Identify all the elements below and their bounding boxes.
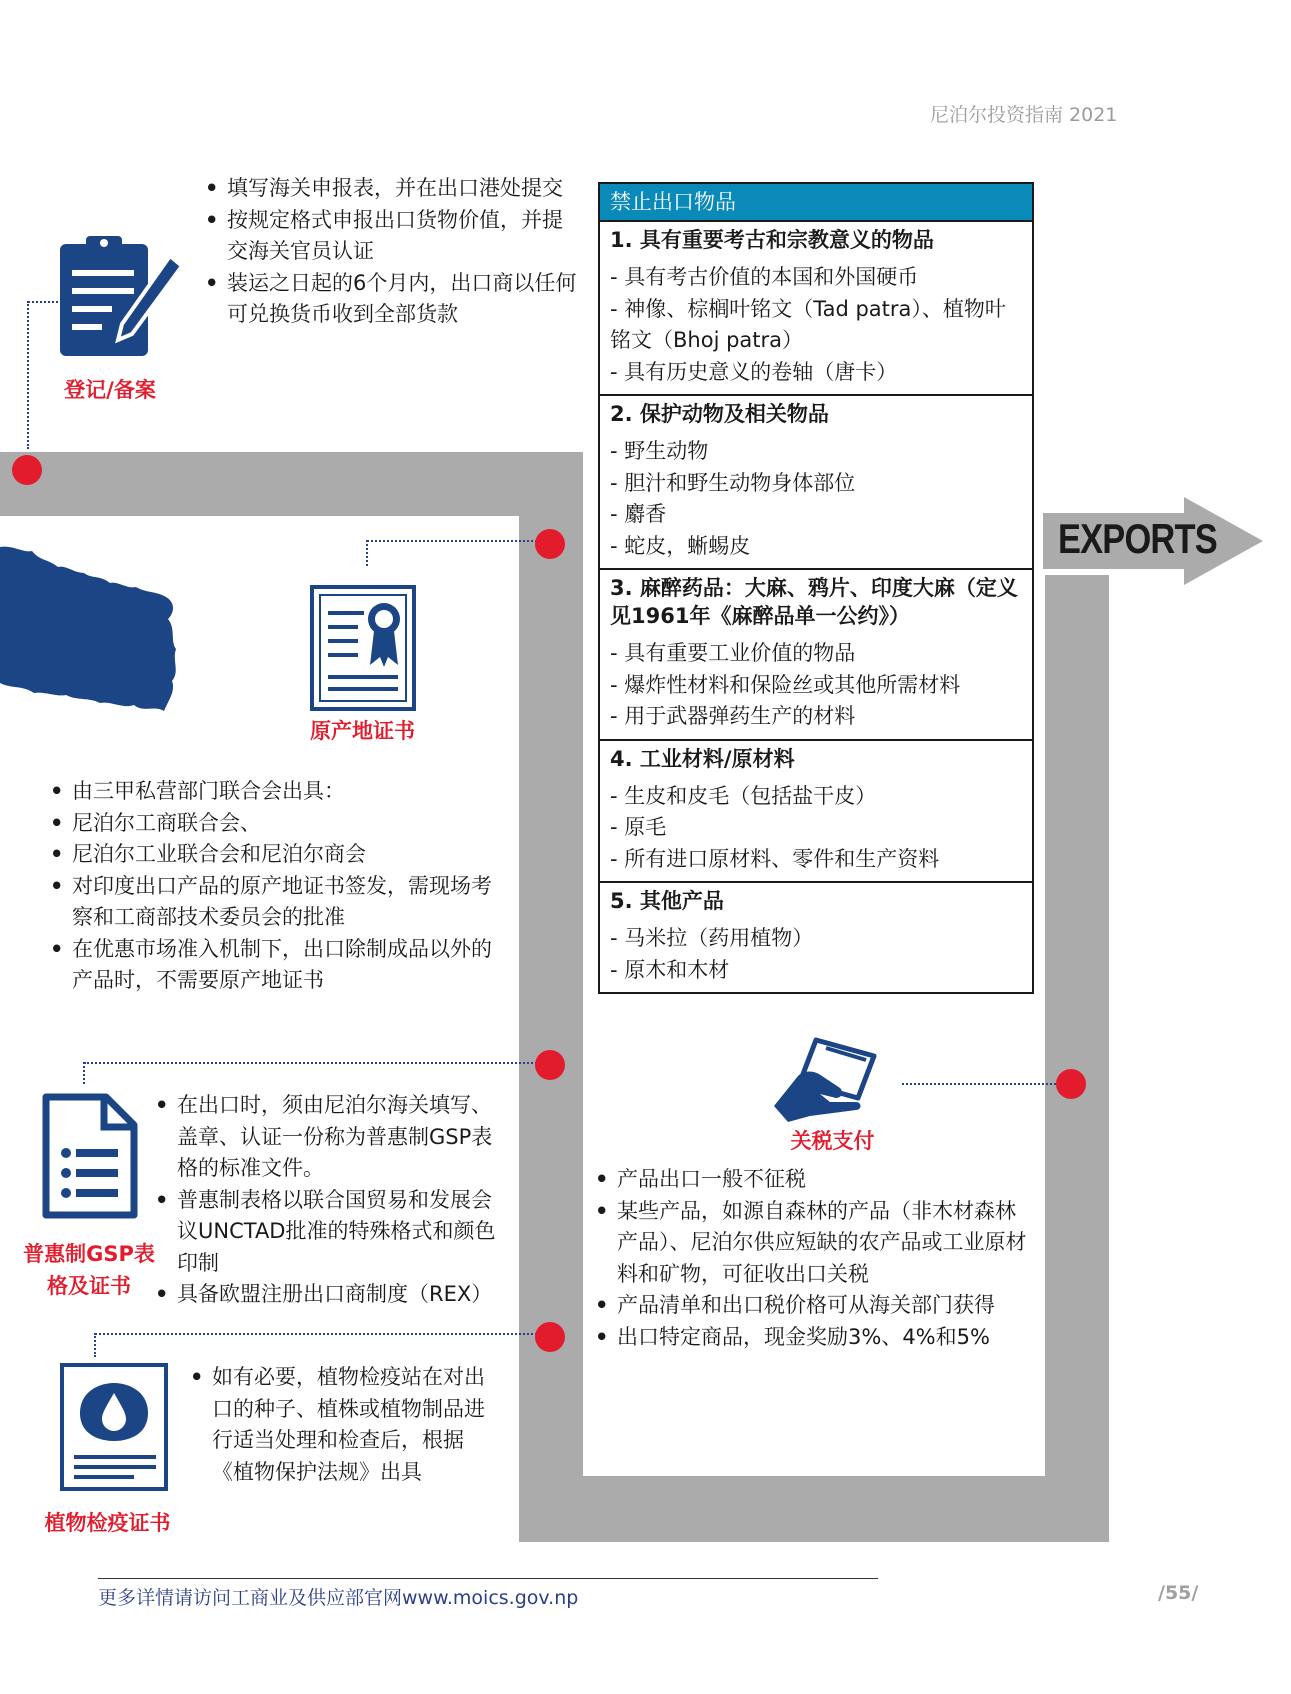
connector-origin-h: [367, 540, 537, 542]
page-number: /55/: [1158, 1582, 1199, 1604]
step-dot-registration: [12, 455, 42, 485]
section-item: - 马米拉（药用植物）: [610, 926, 814, 950]
customs-bullets: [595, 1164, 1035, 1353]
registration-bullets: [205, 173, 580, 331]
certificate-ribbon-icon: [310, 585, 416, 711]
section-item: - 生皮和皮毛（包括盐干皮）: [610, 783, 877, 808]
section-title: 4. 工业材料/原材料: [610, 746, 795, 771]
prohibited-section: [600, 222, 1032, 396]
section-item: - 神像、棕榈叶铭文（Tad patra）、植物叶铭文（Bhoj patra）: [610, 296, 1006, 352]
nepal-map: [0, 545, 180, 715]
footer-link-text[interactable]: 更多详情请访问工商业及供应部官网www.moics.gov.np: [98, 1587, 579, 1609]
prohibited-section: [600, 396, 1032, 570]
origin-bullets: [50, 776, 495, 997]
list-item: • 按规定格式申报出口货物价值，并提交海关官员认证: [205, 205, 580, 268]
flow-path-right: [1045, 575, 1109, 1542]
phyto-label: 植物检疫证书: [44, 1511, 171, 1535]
list-item: • 对印度出口产品的原产地证书签发，需现场考察和工商部技术委员会的批准: [50, 871, 495, 934]
page-header-title: 尼泊尔投资指南 2021: [930, 104, 1118, 126]
prohibited-section: [600, 741, 1032, 884]
list-item: • 如有必要，植物检疫站在对出口的种子、植株或植物制品进行适当处理和检查后，根据《植物保护法规》出具: [190, 1362, 500, 1488]
list-item: • 产品清单和出口税价格可从海关部门获得: [595, 1290, 1035, 1322]
step-dot-origin: [535, 529, 565, 559]
connector-customs-h: [902, 1083, 1060, 1085]
section-item: - 胆汁和野生动物身体部位: [610, 470, 856, 495]
origin-label: 原产地证书: [310, 719, 415, 743]
section-title: 1. 具有重要考古和宗教意义的物品: [610, 228, 934, 252]
list-item: • 尼泊尔工商联合会、: [50, 808, 495, 840]
section-item: - 原毛: [610, 815, 667, 839]
flow-path-top: [0, 452, 583, 516]
section-item: - 原木和木材: [610, 957, 730, 982]
customs-label: 关税支付: [790, 1129, 875, 1153]
document-list-icon: [42, 1093, 138, 1219]
section-title: 3. 麻醉药品：大麻、鸦片、印度大麻（定义见1961年《麻醉品单一公约》）: [610, 576, 1018, 628]
connector-phyto-v: [94, 1333, 96, 1357]
page-number-value: 55: [1164, 1582, 1192, 1604]
section-item: - 所有进口原材料、零件和生产资料: [610, 846, 940, 871]
list-item: • 某些产品，如源自森林的产品（非木材森林产品）、尼泊尔供应短缺的农产品或工业原材料和矿物，可征收出口关税: [595, 1196, 1035, 1291]
flow-path-vertical: [519, 452, 583, 1542]
list-item: • 填写海关申报表，并在出口港处提交: [205, 173, 580, 205]
connector-registration-h: [28, 301, 62, 303]
connector-phyto-h: [95, 1333, 537, 1335]
section-item: - 用于武器弹药生产的材料: [610, 704, 856, 728]
prohibited-exports-heading: 禁止出口物品: [600, 184, 1032, 222]
list-item: • 在优惠市场准入机制下，出口除制成品以外的产品时，不需要原产地证书: [50, 934, 495, 997]
prohibited-section: [600, 883, 1032, 992]
section-item: - 爆炸性材料和保险丝或其他所需材料: [610, 672, 961, 697]
gsp-label-line2: 格及证书: [47, 1274, 131, 1298]
hand-payment-icon: [770, 1036, 882, 1124]
gsp-bullets: [155, 1090, 500, 1311]
flow-path-bottom: [519, 1476, 1109, 1542]
list-item: • 普惠制表格以联合国贸易和发展会议UNCTAD批准的特殊格式和颜色印制: [155, 1185, 500, 1280]
prohibited-exports-table: [598, 182, 1034, 994]
connector-registration-v: [27, 301, 29, 449]
gsp-label-line1: 普惠制GSP表: [23, 1242, 155, 1266]
phyto-bullets: [190, 1362, 500, 1488]
list-item: • 出口特定商品，现金奖励3%、4%和5%: [595, 1322, 1035, 1354]
registration-label: 登记/备案: [64, 378, 156, 402]
list-item: • 在出口时，须由尼泊尔海关填写、盖章、认证一份称为普惠制GSP表格的标准文件。: [155, 1090, 500, 1185]
section-title: 5. 其他产品: [610, 889, 724, 913]
list-item: • 装运之日起的6个月内，出口商以任何可兑换货币收到全部货款: [205, 268, 580, 331]
list-item: • 具备欧盟注册出口商制度（REX）: [155, 1279, 500, 1311]
exports-label: EXPORTS: [1058, 515, 1217, 562]
section-item: - 野生动物: [610, 439, 709, 463]
section-item: - 具有重要工业价值的物品: [610, 641, 856, 665]
connector-gsp-v: [83, 1062, 85, 1084]
clipboard-pencil-icon: [58, 234, 188, 364]
section-item: - 具有历史意义的卷轴（唐卡）: [610, 359, 898, 384]
gsp-label: [14, 1238, 164, 1302]
prohibited-section: [600, 570, 1032, 741]
list-item: • 尼泊尔工业联合会和尼泊尔商会: [50, 839, 495, 871]
step-dot-customs: [1056, 1069, 1086, 1099]
connector-origin-v: [366, 540, 368, 566]
list-item: • 产品出口一般不征税: [595, 1164, 1035, 1196]
footer-divider: [98, 1578, 878, 1579]
step-dot-phyto: [535, 1322, 565, 1352]
connector-gsp-h: [84, 1062, 537, 1064]
section-item: - 具有考古价值的本国和外国硬币: [610, 265, 919, 289]
section-title: 2. 保护动物及相关物品: [610, 402, 829, 426]
list-item: • 由三甲私营部门联合会出具：: [50, 776, 495, 808]
section-item: - 麝香: [610, 502, 667, 526]
plant-certificate-icon: [60, 1363, 168, 1491]
step-dot-gsp: [535, 1050, 565, 1080]
section-item: - 蛇皮，蜥蜴皮: [610, 533, 751, 558]
